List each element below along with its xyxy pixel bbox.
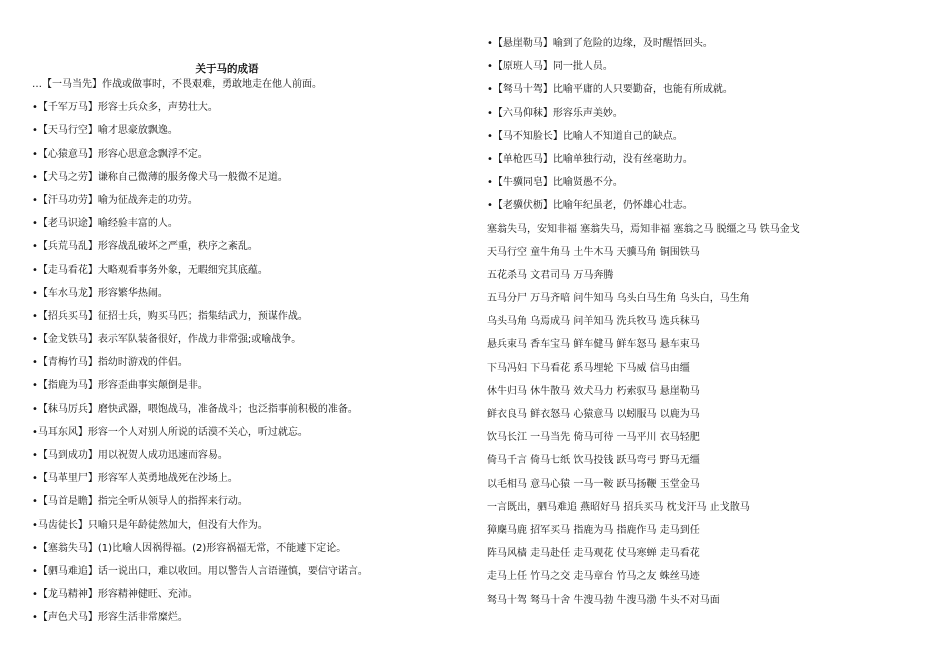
idiom-entry: …【一马当先】作战或做事时，不畏艰难，勇敢地走在他人前面。 [32,79,322,90]
idiom-list-line: 乌头马角 乌焉成马 问羊知马 洗兵牧马 选兵秣马 [487,316,700,328]
idiom-entry: •【老骥伏枥】比喻年纪虽老，仍怀雄心壮志。 [487,200,693,212]
idiom-entry: •【天马行空】喻才思豪放飘逸。 [32,125,178,137]
idiom-entry: •【金戈铁马】表示军队装备很好，作战力非常强;或喻战争。 [32,334,302,346]
idiom-entry: •【秣马厉兵】磨快武器，喂饱战马，准备战斗；也泛指事前积极的准备。 [32,403,358,415]
idiom-entry: •【千军万马】形容士兵众多，声势壮大。 [32,102,218,114]
idiom-list-line: 休牛归马 休牛散马 效犬马力 朽索驭马 悬崖勒马 [487,385,700,397]
document-title: 关于马的成语 [195,63,259,75]
idiom-entry: •【塞翁失马】(1)比喻人因祸得福。(2)形容祸福无常，不能遽下定论。 [32,542,347,554]
idiom-list-line: 一言既出，驷马难追 燕昭好马 招兵买马 枕戈汗马 止戈散马 [487,501,750,513]
idiom-entry: •【六马仰秣】形容乐声美妙。 [487,107,623,119]
idiom-entry: •【马首是瞻】指完全听从领导人的指挥来行动。 [32,496,248,508]
idiom-list-line: 塞翁失马，安知非福 塞翁失马，焉知非福 塞翁之马 脱缰之马 铁马金戈 [487,223,800,235]
idiom-entry: •【牛骥同皂】比喻贤愚不分。 [487,177,623,189]
idiom-list-line: 天马行空 童牛角马 土牛木马 天骥马角 铜围铁马 [487,246,700,258]
idiom-list-line: 獐麇马鹿 招军买马 指鹿为马 指鹿作马 走马到任 [487,524,700,536]
idiom-entry: •【马不知脸长】比喻人不知道自己的缺点。 [487,130,683,142]
idiom-entry: •【车水马龙】形容繁华热闹。 [32,287,168,299]
idiom-entry: •【驷马难追】话一说出口，难以收回。用以警告人言语谨慎，要信守诺言。 [32,565,368,577]
idiom-entry: •【指鹿为马】形容歪曲事实颠倒是非。 [32,380,208,392]
idiom-entry: •【驽马十驾】比喻平庸的人只要勤奋，也能有所成就。 [487,84,733,96]
idiom-entry: •【老马识途】喻经验丰富的人。 [32,218,178,230]
idiom-entry: •【马到成功】用以祝贺人成功迅速而容易。 [32,450,228,461]
idiom-list-line: 以毛相马 意马心猿 一马一鞍 跃马扬鞭 玉堂金马 [487,478,700,490]
idiom-entry: •【马革里尸】形容军人英勇地战死在沙场上。 [32,473,238,485]
left-column [32,61,457,635]
idiom-list-line: 饮马长江 一马当先 倚马可待 一马平川 衣马轻肥 [487,432,700,444]
idiom-entry: •【走马看花】大略观看事务外象，无暇细究其底蕴。 [32,264,268,276]
idiom-entry: •马齿徒长】只喻只是年龄徒然加大，但没有大作为。 [32,519,268,531]
idiom-list-line: 五马分尸 万马齐喑 问牛知马 乌头白马生角 乌头白，马生角 [487,293,750,305]
idiom-entry: •【原班人马】同一批人员。 [487,61,613,73]
idiom-entry: •【犬马之劳】谦称自己微薄的服务像犬马一般微不足道。 [32,171,288,183]
idiom-entry: •【龙马精神】形容精神健旺、充沛。 [32,589,198,601]
idiom-list-line: 五花杀马 文君司马 万马奔腾 [487,269,614,281]
idiom-entry: •【兵荒马乱】形容战乱破坏之严重，秩序之紊乱。 [32,241,258,253]
idiom-list-line: 走马上任 竹马之交 走马章台 竹马之友 蛛丝马迹 [487,571,700,583]
idiom-entry: •【青梅竹马】指幼时游戏的伴侣。 [32,357,188,369]
idiom-entry: •【汗马功劳】喻为征战奔走的功劳。 [32,194,198,206]
idiom-entry: •【悬崖勒马】喻到了危险的边缘，及时醒悟回头。 [487,38,713,49]
idiom-entry: •【招兵买马】征招士兵，购买马匹；指集结武力，预谋作战。 [32,310,308,322]
idiom-entry: •【声色犬马】形容生活非常糜烂。 [32,612,188,624]
idiom-list-line: 下马冯妇 下马看花 系马埋轮 下马威 信马由缰 [487,362,690,374]
right-column [487,37,927,617]
idiom-entry: •【单枪匹马】比喻单独行动，没有丝毫助力。 [487,153,693,165]
idiom-list-line: 鲜衣良马 鲜衣怒马 心猿意马 以蚓服马 以鹿为马 [487,409,700,420]
idiom-list-line: 悬兵束马 香车宝马 鲜车健马 鲜车怒马 悬车束马 [487,339,700,351]
idiom-entry: •【心猿意马】形容心思意念飘浮不定。 [32,148,208,160]
idiom-list-line: 阵马风樯 走马赴任 走马观花 仗马寒蝉 走马看花 [487,548,700,560]
idiom-list-line: 倚马千言 倚马七纸 饮马投钱 跃马弯弓 野马无缰 [487,455,700,467]
idiom-entry: •马耳东风】形容一个人对别人所说的话漠不关心，听过就忘。 [32,426,308,438]
idiom-list-line: 驽马十驾 驽马十舍 牛溲马勃 牛溲马渤 牛头不对马面 [487,594,720,606]
